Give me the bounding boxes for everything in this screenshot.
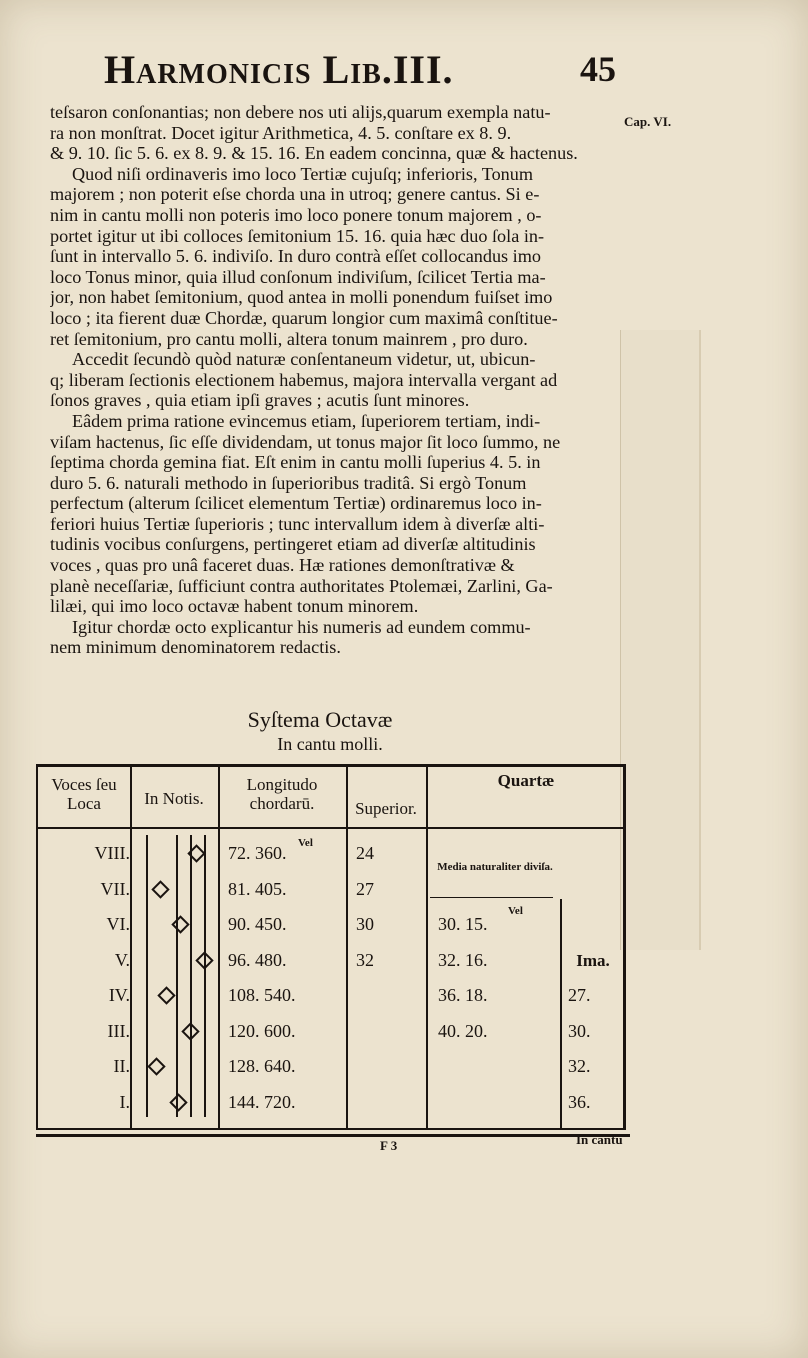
- row-longitudo: 90. 450.: [228, 914, 287, 934]
- note-head: [157, 986, 175, 1004]
- column-divider: [130, 767, 132, 1128]
- text-line: ret ſemitonium, pro cantu molli, altera tonum mainrem , pro duro.: [50, 328, 528, 349]
- row-voce: VIII.: [94, 843, 130, 863]
- text-line: ra non monſtrat. Docet igitur Arithmetica, 4. 5. conſtare ex 8. 9.: [50, 122, 512, 143]
- text-line: & 9. 10. ſic 5. 6. ex 8. 9. & 15. 16. En eadem concinna, quæ & hactenus.: [50, 143, 578, 164]
- text-line: loco ; ita fierent duæ Chordæ, quarum longior cum maximâ conſtitue-: [50, 307, 558, 328]
- row-longitudo: 96. 480.: [228, 949, 287, 970]
- media-divider: [430, 897, 553, 898]
- bottom-rule: [36, 1134, 630, 1137]
- body-text: [50, 102, 625, 658]
- row-voce: VII.: [100, 878, 130, 899]
- text-line: jor, non habet ſemitonium, quod antea in molli ponendum fuiſset imo: [50, 287, 553, 308]
- text-line: lilæi, qui imo loco octavæ habent tonum minorem.: [50, 596, 419, 617]
- row-media: 36. 18.: [438, 985, 488, 1005]
- header-voces: Voces ſeu Loca: [51, 775, 117, 813]
- row-longitudo: 81. 405.: [228, 878, 287, 899]
- row-superior: 32: [356, 949, 374, 970]
- text-line: planè neceſſariæ, ſufficiunt contra authoritates Ptolemæi, Zarlini, Ga-: [50, 575, 553, 596]
- text-line: portet igitur ut ibi colloces ſemitonium 15. 16. quia hæc duo ſola in-: [50, 225, 545, 246]
- row-longitudo: 128. 640.: [228, 1056, 296, 1076]
- column-divider: [218, 767, 220, 1128]
- row-ima: 30.: [568, 1020, 591, 1041]
- running-header: [104, 46, 624, 94]
- text-line: ſunt in intervallo 5. 6. indiviſo. In duro contrà eſſet collocandus imo: [50, 246, 541, 267]
- vel-label: Vel: [298, 837, 313, 849]
- text-line: Igitur chordæ octo explicantur his numeris ad eundem commu-: [72, 616, 531, 637]
- row-voce: I.: [119, 1091, 130, 1112]
- staff-line: [146, 835, 148, 1117]
- row-superior: 24: [356, 843, 374, 863]
- row-longitudo: 120. 600.: [228, 1020, 296, 1041]
- row-superior: 30: [356, 914, 374, 934]
- catchword: In cantu: [576, 1132, 623, 1147]
- signature-mark: F 3: [380, 1138, 398, 1153]
- header-quartae: Quartæ: [497, 771, 555, 790]
- row-superior: 27: [356, 878, 374, 899]
- column-divider: [560, 899, 562, 1128]
- note-head: [151, 880, 169, 898]
- column-divider: [346, 767, 348, 1128]
- text-line: q; liberam ſectionis electionem habemus, majora intervalla vergant ad: [50, 369, 558, 390]
- text-line: viſam hactenus, ſic eſſe dividendam, ut tonus major ſit loco ſummo, ne: [50, 431, 561, 452]
- adjacent-page-edge: [620, 330, 701, 950]
- row-media: 30. 15.: [438, 914, 488, 934]
- staff-line: [176, 835, 178, 1117]
- row-ima: 32.: [568, 1056, 591, 1076]
- table-title: Syſtema Octavæ: [247, 707, 393, 732]
- text-line: ſonos graves , quia etiam ipſi graves ; acutis ſunt minores.: [50, 390, 470, 411]
- header-superior: Superior.: [355, 799, 417, 818]
- text-line: Eâdem prima ratione evincemus etiam, ſuperiorem tertiam, indi-: [72, 410, 541, 431]
- note-head: [147, 1057, 165, 1075]
- note-head: [169, 1093, 187, 1111]
- staff-line: [204, 835, 206, 1117]
- column-divider: [426, 767, 428, 1128]
- text-line: tudinis vocibus conſurgens, pertingeret etiam ad diverſæ altitudinis: [50, 534, 536, 555]
- text-line: Quod niſi ordinaveris imo loco Tertiæ cujuſq; inferioris, Tonum: [72, 163, 534, 184]
- header-media: Media naturaliter diviſa.: [437, 861, 553, 873]
- text-line: perfectum (alterum ſcilicet elementum Tertiæ) ordinaremus loco in-: [50, 493, 542, 514]
- note-head: [171, 915, 189, 933]
- note-head: [195, 951, 213, 969]
- text-line: nim in cantu molli non poteris imo loco ponere tonum majorem , o-: [50, 204, 542, 225]
- header-longitudo: Longitudo chordarū.: [246, 775, 318, 813]
- header-notis: In Notis.: [144, 789, 204, 808]
- note-head: [181, 1022, 199, 1040]
- row-longitudo: 144. 720.: [228, 1091, 296, 1112]
- row-ima: 27.: [568, 985, 591, 1005]
- text-line: feriori huius Tertiæ ſuperioris ; tunc intervallum idem à diverſæ alti-: [50, 513, 545, 534]
- text-line: voces , quas pro unâ faceret duas. Hæ rationes demonſtrativæ &: [50, 555, 515, 576]
- text-line: ſeptima chorda gemina fiat. Eſt enim in cantu molli ſuperius 4. 5. in: [50, 452, 541, 473]
- text-line: duro 5. 6. naturali methodo in ſuperioribus traditâ. Si ergò Tonum: [50, 472, 527, 493]
- table-subtitle: In cantu molli.: [277, 734, 383, 754]
- octave-system-table: [36, 764, 626, 1130]
- row-voce: VI.: [106, 914, 130, 934]
- running-title: Harmonicis Lib.III.: [104, 47, 454, 92]
- vel-label: Vel: [508, 905, 523, 917]
- row-longitudo: 108. 540.: [228, 985, 296, 1005]
- text-line: majorem ; non poterit eſse chorda una in utroq; genere cantus. Si e-: [50, 184, 540, 205]
- text-line: loco Tonus minor, quia illud conſonum indiviſum, ſcilicet Tertia ma-: [50, 266, 546, 287]
- margin-chapter-note: Cap. VI.: [624, 114, 672, 129]
- staff-line: [190, 835, 192, 1117]
- row-longitudo: 72. 360.: [228, 843, 287, 863]
- text-line: Accedit ſecundò quòd naturæ conſentaneum videtur, ut, ubicun-: [72, 349, 536, 370]
- row-voce: III.: [107, 1020, 130, 1041]
- header-ima: Ima.: [576, 951, 610, 970]
- header-divider: [38, 827, 623, 829]
- text-line: teſsaron conſonantias; non debere nos uti alijs,quarum exempla natu-: [50, 102, 551, 122]
- row-media: 40. 20.: [438, 1020, 488, 1041]
- page-number: 45: [580, 49, 616, 89]
- row-voce: V.: [114, 949, 130, 970]
- row-voce: IV.: [108, 985, 130, 1005]
- text-line: nem minimum denominatorem redactis.: [50, 637, 341, 658]
- row-voce: II.: [113, 1056, 130, 1076]
- row-media: 32. 16.: [438, 949, 488, 970]
- row-ima: 36.: [568, 1091, 591, 1112]
